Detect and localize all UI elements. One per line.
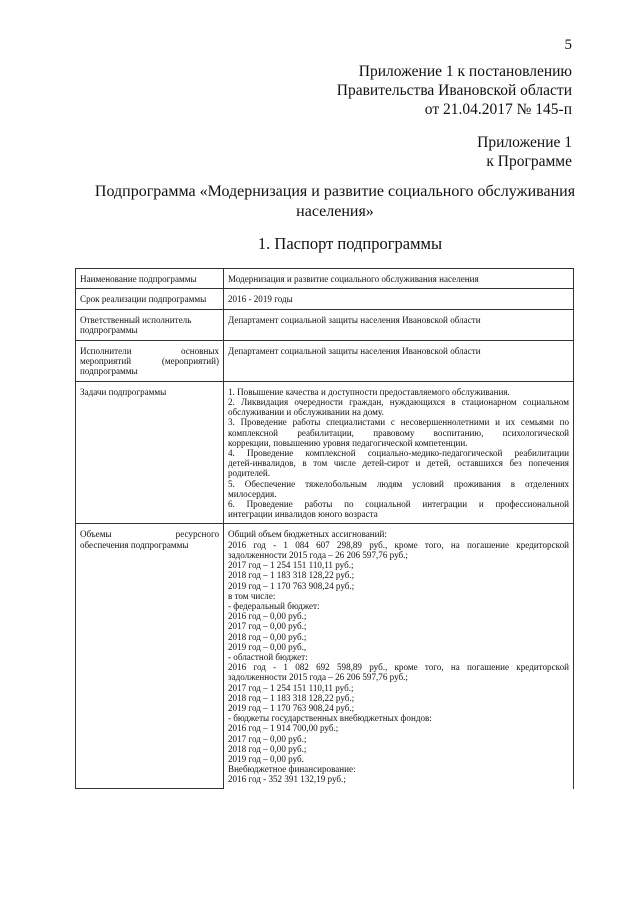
subprogram-title-line: населения» (296, 203, 374, 220)
row-label-name: Наименование подпрограммы (76, 269, 224, 289)
funding-line: - областной бюджет: (228, 651, 308, 662)
funding-line: Общий объем бюджетных ассигнований: (228, 529, 387, 540)
appendix-program (477, 133, 572, 171)
task-line: милосердия. (228, 488, 277, 499)
task-line: комплексной реабилитации, правовому воспитанию, психологической (228, 427, 569, 438)
funding-line: 2016 год – 0,00 руб.; (228, 611, 307, 622)
task-line: 2. Ликвидация очередности граждан, нуждающихся в стационарном социальном (228, 397, 569, 408)
appendix-resolution-line: Правительства Ивановской области (336, 82, 572, 99)
funding-line: Внебюджетное финансирование: (228, 764, 356, 775)
funding-line: 2016 год – 1 914 700,00 руб.; (228, 723, 339, 734)
row-value-funding (224, 524, 574, 789)
funding-line: в том числе: (228, 590, 276, 601)
funding-line: 2019 год – 0,00 руб. (228, 753, 304, 764)
task-line: 4. Проведение комплексной социально-медико-педагогической реабилитации (228, 448, 569, 459)
row-value-tasks (224, 381, 574, 524)
label-line: Объемы ресурсного (80, 529, 219, 540)
appendix-program-line: Приложение 1 (477, 134, 572, 151)
task-line: 6. Проведение работы по социальной интеграции и профессиональной (228, 499, 569, 510)
funding-line: 2019 год – 1 170 763 908,24 руб.; (228, 702, 355, 713)
table-row (76, 289, 574, 309)
task-line: интеграции инвалидов юного возраста (228, 509, 378, 520)
passport-title: 1. Паспорт подпрограммы (257, 234, 443, 253)
table-row (76, 269, 574, 289)
funding-line: задолженности 2015 года – 26 206 597,76 руб.; (228, 672, 408, 683)
funding-line: 2018 год – 0,00 руб.; (228, 743, 307, 754)
funding-line: 2019 год – 1 170 763 908,24 руб.; (228, 580, 355, 591)
funding-line: 2017 год – 0,00 руб.; (228, 621, 307, 632)
task-line: 1. Повышение качества и доступности предоставляемого обслуживания. (228, 386, 510, 397)
label-line: подпрограммы (80, 325, 138, 336)
funding-line: задолженности 2015 года – 26 206 597,76 руб.; (228, 549, 408, 560)
label-line: обеспечения подпрограммы (80, 539, 189, 550)
row-value-name: Модернизация и развитие социального обслуживания населения (224, 269, 574, 289)
appendix-program-line: к Программе (486, 153, 572, 170)
row-value-responsible: Департамент социальной защиты населения Ивановской области (224, 309, 574, 340)
subprogram-title-line: Подпрограмма «Модернизация и развитие социального обслуживания (94, 183, 576, 200)
funding-line: 2016 год - 352 391 132,19 руб.; (228, 774, 346, 785)
funding-line: 2017 год – 1 254 151 110,11 руб.; (228, 682, 354, 693)
appendix-resolution-line: от 21.04.2017 № 145-п (424, 101, 572, 118)
label-line: мероприятий (мероприятий) (80, 356, 219, 367)
page-number: 5 (564, 37, 572, 53)
table-row (76, 340, 574, 381)
funding-line: - бюджеты государственных внебюджетных фондов: (228, 713, 432, 724)
row-label-responsible (76, 309, 224, 340)
row-value-term: 2016 - 2019 годы (224, 289, 574, 309)
task-line: детей-инвалидов, в том числе детей-сирот и детей, оставшихся без попечения (228, 458, 569, 469)
funding-line: 2017 год – 0,00 руб.; (228, 733, 307, 744)
task-line: родителей. (228, 468, 271, 479)
funding-line: 2017 год – 1 254 151 110,11 руб.; (228, 560, 354, 571)
row-label-tasks: Задачи подпрограммы (76, 381, 224, 524)
appendix-resolution-line: Приложение 1 к постановлению (358, 63, 572, 80)
funding-line: - федеральный бюджет: (228, 600, 320, 611)
task-line: 5. Обеспечение тяжелобольным людям условий проживания в отделениях (228, 478, 569, 489)
funding-line: 2019 год – 0,00 руб., (228, 641, 307, 652)
row-label-funding (76, 524, 224, 789)
row-label-term: Срок реализации подпрограммы (76, 289, 224, 309)
row-label-executors (76, 340, 224, 381)
passport-table (75, 268, 574, 789)
row-value-executors: Департамент социальной защиты населения Ивановской области (224, 340, 574, 381)
label-line: Исполнители основных (80, 345, 219, 356)
funding-line: 2018 год – 1 183 318 128,22 руб.; (228, 570, 355, 581)
table-row (76, 524, 574, 789)
funding-line: 2016 год - 1 084 607 298,89 руб., кроме того, на погашение кредиторской (228, 539, 569, 550)
table-row (76, 381, 574, 524)
funding-line: 2018 год – 0,00 руб.; (228, 631, 307, 642)
appendix-resolution (337, 62, 572, 119)
subprogram-title (85, 182, 585, 222)
task-line: 3. Проведение работы специалистами с несовершеннолетними и их семьями по (228, 417, 569, 428)
funding-line: 2018 год – 1 183 318 128,22 руб.; (228, 692, 355, 703)
label-line: Ответственный исполнитель (80, 314, 192, 325)
label-line: подпрограммы (80, 366, 138, 377)
task-line: обслуживании и обслуживании на дому. (228, 407, 384, 418)
table-row (76, 309, 574, 340)
task-line: коррекции, повышению уровня педагогической компетенции. (228, 437, 468, 448)
funding-line: 2016 год - 1 082 692 598,89 руб., кроме того, на погашение кредиторской (228, 662, 569, 673)
